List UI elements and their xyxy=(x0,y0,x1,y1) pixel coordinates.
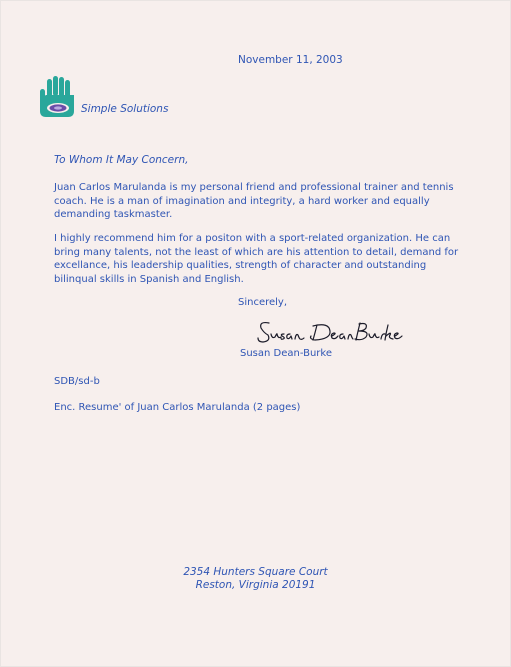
hand-icon xyxy=(38,75,78,119)
signer-name: Susan Dean-Burke xyxy=(240,348,333,359)
reference-initials: SDB/sd-b xyxy=(54,376,100,387)
address-line-1: 2354 Hunters Square Court xyxy=(183,566,328,578)
letter-date: November 11, 2003 xyxy=(238,54,343,66)
closing: Sincerely, xyxy=(238,297,288,308)
body-paragraph: I highly recommend him for a positon with a sport-related organization. He can bring many talents, not the least of which are his attention to detail, demand for excellance, his leadership qualities, strength of character and outstanding bilinqual skills in Spanish and English. xyxy=(54,233,459,285)
salutation: To Whom It May Concern, xyxy=(54,154,189,166)
company-name: Simple Solutions xyxy=(81,103,169,115)
address-line-2: Reston, Virginia 20191 xyxy=(195,579,316,591)
letter-page xyxy=(1,1,510,666)
handwritten-signature xyxy=(255,317,405,347)
enclosure-note: Enc. Resume' of Juan Carlos Marulanda (2 pages) xyxy=(54,402,301,413)
body-paragraph: Juan Carlos Marulanda is my personal friend and professional trainer and tennis coach. He is a man of imagination and integrity, a hard worker and equally demanding taskmaster. xyxy=(54,182,454,220)
